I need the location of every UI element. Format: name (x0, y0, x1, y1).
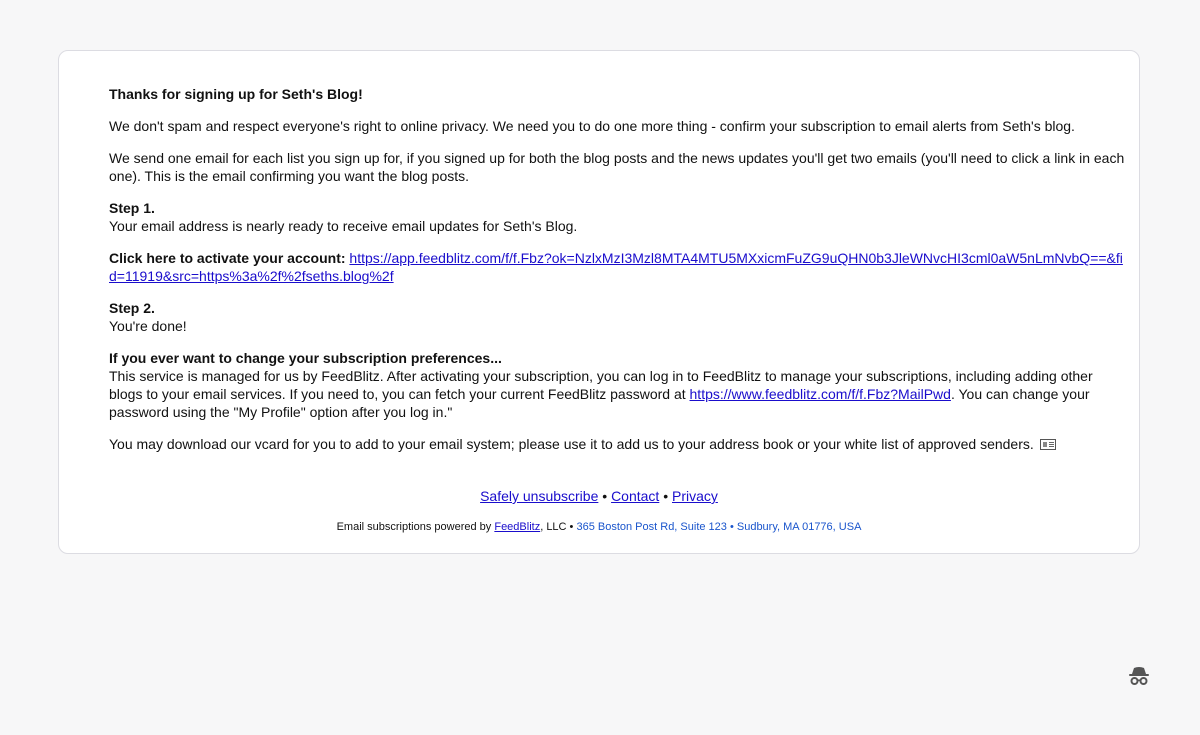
footer-separator: • (598, 488, 612, 504)
step1-block (109, 199, 1129, 235)
contact-link[interactable]: Contact (611, 488, 660, 504)
password-link[interactable]: https://www.feedblitz.com/f/f.Fbz?MailPwd (689, 386, 951, 402)
activate-link[interactable]: https://app.feedblitz.com/f/f.Fbz?ok=NzlxMzI3Mzl8MTA4MTU5MXxicmFuZG9uQHN0b3JleWNvcHI3cml0aW5nLmNvbQ==&fid=11919&src=https%3a%2f%2fseths.blog%2f (109, 250, 1123, 284)
feedblitz-link[interactable]: FeedBlitz (494, 521, 541, 533)
lists-paragraph: We send one email for each list you sign up for, if you signed up for both the blog posts and the news updates you'll get two emails (you'll need to click a link in each one). This is the email confirming you want the blog posts. (109, 150, 1125, 184)
activate-label: Click here to activate your account: (109, 250, 346, 266)
step2-title: Step 2. (109, 300, 155, 316)
step2-text: You're done! (109, 318, 187, 334)
prefs-block (109, 349, 1129, 421)
unsubscribe-link[interactable]: Safely unsubscribe (480, 488, 599, 504)
prefs-title: If you ever want to change your subscription preferences... (109, 350, 502, 366)
vcard-text: You may download our vcard for you to add to your email system; please use it to add us to your address book or your white list of approved senders. (109, 436, 1034, 452)
prefs-text-before: This service is managed for us by FeedBlitz. After activating your subscription, you can log in to FeedBlitz to manage your subscriptions, including adding other blogs to your email services. If you need to, you can fetch your current FeedBlitz password at (109, 368, 1093, 402)
vcard-icon[interactable] (1040, 439, 1056, 450)
powered-suffix: , LLC • (540, 521, 577, 533)
footer-address: 365 Boston Post Rd, Suite 123 • Sudbury, MA 01776, USA (576, 521, 862, 533)
footer-separator: • (659, 488, 672, 504)
incognito-icon[interactable] (1128, 666, 1150, 686)
step1-text: Your email address is nearly ready to receive email updates for Seth's Blog. (109, 218, 578, 234)
footer-powered-by (59, 521, 1139, 533)
step1-title: Step 1. (109, 200, 155, 216)
prefs-text-after: . You can change your password using the "My Profile" option after you log in." (109, 386, 1090, 420)
step2-block (109, 299, 1129, 335)
vcard-block (109, 435, 1129, 453)
privacy-link[interactable]: Privacy (672, 488, 718, 504)
powered-prefix: Email subscriptions powered by (336, 521, 495, 533)
footer-links (59, 488, 1139, 504)
activate-block (109, 249, 1129, 285)
privacy-paragraph: We don't spam and respect everyone's right to online privacy. We need you to do one more thing - confirm your subscription to email alerts from Seth's blog. (109, 118, 1075, 134)
email-card (58, 50, 1140, 554)
email-heading: Thanks for signing up for Seth's Blog! (109, 86, 363, 102)
email-body (109, 85, 1129, 467)
